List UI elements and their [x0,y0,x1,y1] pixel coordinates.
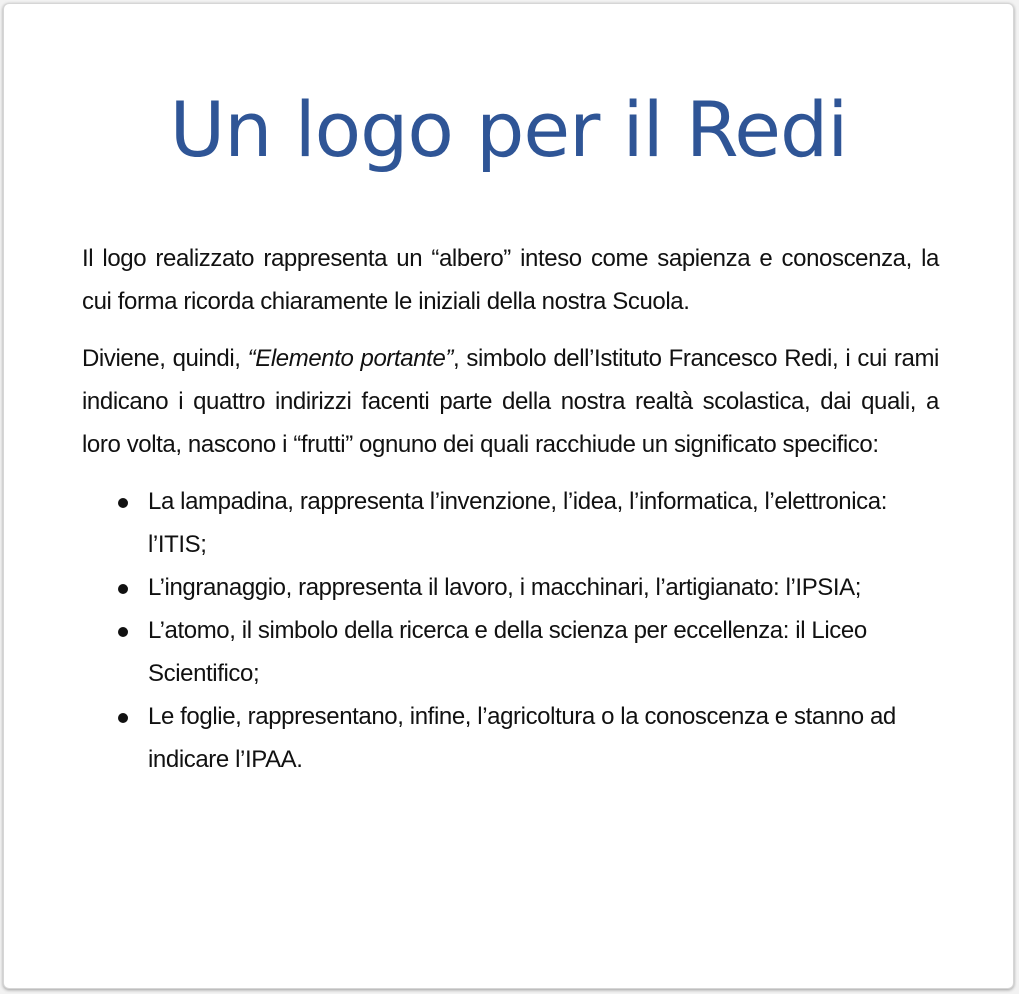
paragraph-text-end: , simbolo dell’Istituto Francesco Redi, i cui rami indicano i quattro indirizzi facenti parte della nostra realtà scolastica, dai quali, a loro volta, nascono i “frutti” ognuno dei quali racchiude un significato specifico: [82,345,939,458]
list-item-text: Le foglie, rappresentano, infine, l’agricoltura o la conoscenza e stanno ad indicare l’IPAA. [148,703,896,773]
list-item-atomo [82,609,939,695]
paragraph-text-start: Diviene, quindi, [82,345,248,372]
document-body [82,237,939,781]
bullet-icon [118,584,128,594]
list-item-foglie [82,695,939,781]
bullet-icon [118,498,128,508]
list-item-text: L’atomo, il simbolo della ricerca e della scienza per eccellenza: il Liceo Scientifico; [148,617,867,687]
list-item-lampadina [82,480,939,566]
bullet-icon [118,627,128,637]
document-page [3,3,1014,989]
page-title: Un logo per il Redi [169,85,848,174]
list-item-ingranaggio [82,566,939,609]
bullet-icon [118,713,128,723]
paragraph-intro: Il logo realizzato rappresenta un “albero” inteso come sapienza e conoscenza, la cui forma ricorda chiaramente le iniziali della nostra Scuola. [82,245,939,315]
paragraph-element [82,337,939,466]
list-item-text: La lampadina, rappresenta l’invenzione, l’idea, l’informatica, l’elettronica: l’ITIS; [148,488,887,558]
list-item-text: L’ingranaggio, rappresenta il lavoro, i macchinari, l’artigianato: l’IPSIA; [148,574,862,601]
bullet-list [82,480,939,781]
emphasis-text: “Elemento portante” [247,345,453,372]
